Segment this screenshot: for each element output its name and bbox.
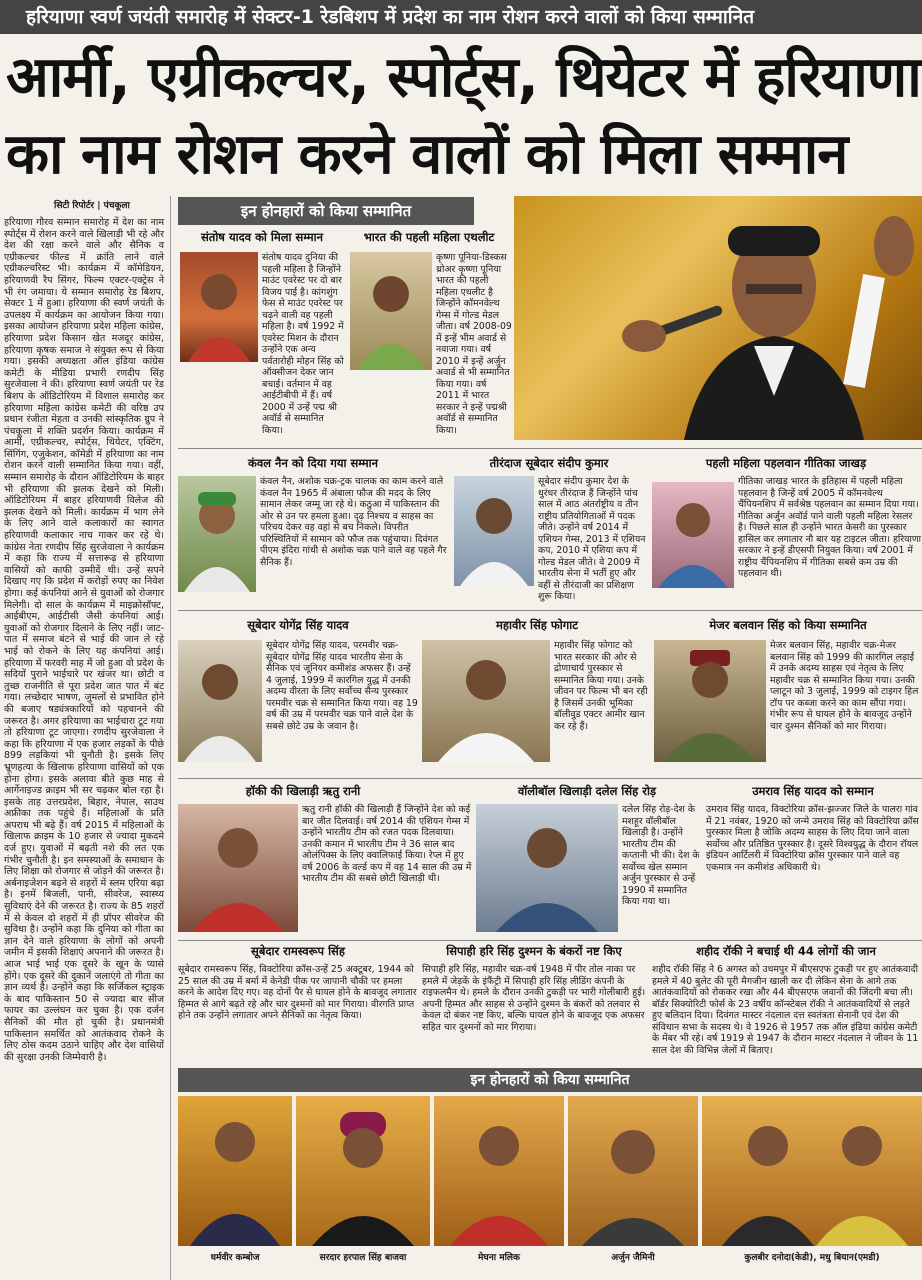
headline-line-1: आर्मी, एग्रीकल्चर, स्पोर्ट्स, थियेटर में हरियाणा [6, 45, 921, 110]
bottom-caption-3: मेघना मलिक [478, 1253, 520, 1263]
bottom-photo-4 [568, 1096, 698, 1246]
portrait-icon [476, 804, 618, 932]
byline: सिटी रिपोर्टर | पंचकूला [54, 201, 130, 211]
balwan-text: मेजर बलवान सिंह, महावीर चक्र-मेजर बलवान सिंह को 1999 की कारगिल लड़ाई में उनके अदम्य साहस एवं नेतृत्व के लिए महावीर चक्र से सम्मानित किया गया। उनकी प्लाटून को 3 जुलाई, 1999 को टाइगर हिल टॉप पर कब्जा करने का काम सौंपा गया। गंभीर रूप से घायल होने के बावजूद उन्होंने चार दुश्मन सैनिकों को मार गिराया। [770, 640, 919, 732]
speaker-illustration [514, 196, 922, 440]
bottom-caption-2: सरदार हरपाल सिंह बाजवा [319, 1253, 407, 1263]
bottom-photo-5 [702, 1096, 922, 1246]
bottom-photo-3 [434, 1096, 564, 1246]
speaker-photo [514, 196, 922, 440]
portrait-icon [702, 1096, 922, 1246]
row-divider [178, 778, 922, 779]
portrait-icon [454, 476, 534, 586]
geetika-text: गीतिका जाखड़ भारत के इतिहास में पहली महिला पहलवान है जिन्हें वर्ष 2005 में कॉमनवेल्थ चैंपियनशिप में सर्वश्रेष्ठ पहलवान का सम्मान दिया गया। गीतिका अर्जुन अवॉर्ड पाने वाली पहली महिला रेसलर है। पिछले साल ही उन्होंने भारत केसरी का पुरस्कार हासिल कर लगातार नौ बार यह टाइटल जीता। हरियाणा सरकार ने इन्हें डीएसपी नियुक्त किया। वर्ष 2001 में राष्ट्रीय चैंपियनशिप में गीतिका सबसे कम उम्र की पहलवान थी। [738, 476, 922, 579]
portrait-icon [652, 482, 734, 588]
balwan-photo [654, 640, 766, 762]
kanwal-photo [178, 476, 256, 592]
kanwal-heading: कंवल नैन को दिया गया सम्मान [248, 456, 378, 470]
krishna-photo [350, 252, 432, 370]
santosh-text-narrow: संतोष यादव दुनिया की पहली महिला है जिन्होंने माउंट एवरेस्ट पर दो बार विजय पाई है। कांगशुंग फेस से माउंट एवरेस्ट पर चढ़ने वाली वह पहली महिला है। वर्ष 1992 में एवरेस्ट मिशन के दौरान उन्होंने एक अन्य पर्वतारोही मोहन सिंह को ऑक्सीजन देकर जान बचाई। वर्तमान में वह आईटीबीपी में हैं। वर्ष 2000 में उन्हें पद्म श्री अवॉर्ड से सम्मानित किया। [262, 252, 344, 436]
portrait-icon [178, 476, 256, 592]
portrait-icon [178, 640, 262, 762]
portrait-icon [350, 252, 432, 370]
ritu-heading: हॉकी की खिलाड़ी ऋतु रानी [245, 784, 361, 798]
bottom-caption-4: अर्जुन जैमिनी [611, 1253, 655, 1263]
ritu-photo [178, 804, 298, 932]
yogendra-text: सूबेदार योगेंद्र सिंह यादव, परमवीर चक्र-सूबेदार योगेंद्र सिंह यादव भारतीय सेना के सैनिक एवं जूनियर कमीशंड अफसर हैं। उन्हें 4 जुलाई, 1999 में कारगिल युद्ध में उनकी अदम्य वीरता के लिए सर्वोच्च सैन्य पुरस्कार परमवीर चक्र से सम्मानित किया गया। वह 19 वर्ष की उम्र में परमवीर चक्र पाने वाले देश के सबसे छोटे उम्र के जवान है। [266, 640, 418, 732]
krishna-heading: भारत की पहली महिला एथलीट [363, 230, 495, 244]
yogendra-photo [178, 640, 262, 762]
geetika-photo [652, 482, 734, 588]
umrao-heading: उमराव सिंह यादव को सम्मान [752, 784, 874, 798]
krishna-text: कृष्णा पूनिया-डिस्कस थ्रोअर कृष्णा पूनिया भारत की पहली महिला एथलीट है जिन्होंने कॉमनवेल्थ गेम्स में गोल्ड मेडल जीता। वर्ष 2008-09 में इन्हें भीम अवार्ड से नवाजा गया। वर्ष 2010 में इन्हें अर्जुन अवार्ड से भी सम्मानित किया गया। वर्ष 2011 में भारत सरकार ने इन्हें पद्मश्री अवॉर्ड से सम्मानित किया। [436, 252, 512, 436]
ronky-text: शहीद रॉकी सिंह ने 6 अगस्त को उधमपुर में बीएसएफ टुकड़ी पर हुए आतंकवादी हमले में 40 बुलेट की पूरी मैगजीन खाली कर दी लेकिन सेना के आगे तक आतंकवादियों को रोककर रखा और 44 बीएसएफ जवानों की जिंदगी बचा ली। बॉर्डर सिक्योरिटी फोर्स के 23 वर्षीय कॉन्स्टेबल रॉकी ने आतंकवादियों से लड़ते हुए बलिदान दिया। दिवंगत मास्टर नंदलाल दत्त स्वतंत्रता सेनानी एवं देश की संविधान सभा के सदस्य थे। वे 1926 से 1957 तक ऑल इंडिया कांग्रेस कमेटी के मेंबर भी रहे। वर्ष 1919 से 1947 के दौरान मास्टर नंदलाल ने जीवन के 11 साल देश की विभिन्न जेलों में बिताए। [652, 964, 919, 1056]
row-divider [178, 448, 922, 449]
ramswaroop-heading: सूबेदार रामस्वरूप सिंह [251, 944, 345, 958]
bottom-photo-2 [296, 1096, 430, 1246]
headline-line-2: का नाम रोशन करने वालों को मिला सम्मान [6, 122, 848, 187]
lead-story-text: हरियाणा गौरव सम्मान समारोह में देश का नाम स्पोर्ट्स में रोशन करने वाले खिलाड़ी भी रहे और देश की रक्षा करने वाले और सैनिक व एग्रीकल्चर फील्ड में क्रांति लाने वाले एग्रीकल्चरिस्ट भी। कार्यक्रम में कॉमेडियन, हरियाणवी रैप सिंगर, फिल्म एक्टर-एक्ट्रेस ने भी रंग जमाया। ये सम्मान समारोह रेड बिशप, सेक्टर 1 में हुआ। हरियाणा की स्वर्ण जयंती के उपलक्ष्य में कार्यक्रम का आयोजन किया गया। इसका आयोजन हरियाणा प्रदेश महिला कांग्रेस, हरियाणा प्रदेश किसान खेत मजदूर कांग्रेस, हरियाणा कृषक समाज ने संयुक्त रूप से किया गया। इसकी अध्यक्षता ऑल इंडिया कांग्रेस कमेटी के मीडिया प्रभारी रणदीप सिंह सुरजेवाला ने की। हरियाणा स्वर्ण जयंती पर रेड बिशप के ऑडिटोरियम में विशाल समारोह कर हरियाणा महिला कांग्रेस कमेटी की वरिष्ठ उप प्रधान रंजीता मेहता व उनकी सांस्कृतिक ग्रुप ने पंचकूला में शक्ति प्रदर्शन किया। कार्यक्रम में आर्मी, एग्रीकल्चर, स्पोर्ट्स, थियेटर, एक्टिंग, सिंगिंग, एजुकेशन, कॉमेडी में हरियाणा का नाम रोशन करने वाली सम्मानित किया गया। वहीं, सम्मान समारोह के दौरान ऑडिटोरियम के बाहर भी हरियाणा की झलक देखने को मिली। ऑडिटोरियम में बाहर हरियाणवी विलेज की झलक देखने को मिली। कार्यक्रम में भाग लेने के लिए आने वाले कलाकारों का स्वागत हरियाणवी कलाकार नाच गाकर कर रहे थे। कांग्रेस नेता रणदीप सिंह सुरजेवाला ने कार्यक्रम में कहा कि राज्य में सत्तारूढ़ से हरियाणा वासियों को काफी उम्मीदें थी। उन्हें सपने दिखाए गए कि प्रदेश में करोड़ों रुपए का निवेश होगा। कई कंपनियां आने से युवाओं को रोजगार मिलेगी। दो साल के कार्यक्रम में माइक्रोसॉफ्ट, आईबीएम, आईटीसी जैसी कंपनियां आई। युवाओं को रोजगार दिलाने के लिए नहीं। जाट-पात में समाज बंटने से भाई की जान ले रहे भाई को रोकने के लिए यह कंपनियां आई। हरियाणा में फरवरी माह में जो हुआ वो प्रदेश के सदियों पुराने भाईचारे पर खंजर था। छोटी व तुच्छ राजनीति से पूरा प्रदेश जात पात में बंट गया। लच्छेदार भाषण, जुमलों से प्रभावित होने की बजाए षड्यंत्रकारियों को पहचानने की जरूरत है। अगर हरियाणा का भाईचारा टूट गया तो हरियाणा टूट जाएगा। रणदीप सुरजेवाला ने कहा कि हरियाणा में एक हजार लड़कों के पीछे 899 लड़कियां भी चुनौती है। इसके लिए भ्रूणहत्या के खिलाफ हरियाणा वासियों को एक होना होगा। इसके अलावा बीते कुछ माह से आर्गेनाइज्ड क्राइम भी सर चढ़कर बोल रहा है। इसके ताह उत्तरप्रदेश, बिहार, नेपाल, साउथ अफ्रीका तक पहुंचे हैं। महिलाओं के प्रति अपराध भी बढ़े हैं। वर्ष 2015 में महिलाओं के खिलाफ क्राइम के 10 हजार से ज्यादा मुकदमे दर्ज हुए। युवाओं में बढ़ती नशे की लत एक गंभीर चुनौती है। इन समस्याओं के समाधान के लिए शिक्षा को रोजगार से जोड़ने की जरूरत है। अर्बनाइजेशन बढ़ने से शहरों में स्लम एरिया बढ़ा है। इनमें बिजली, पानी, सीवरेज, स्वास्थ्य सुविधाएं देने की जरूरत है। राज्य के 85 शहरों में से केवल दो शहरों में ही प्रॉपर सीवरेज की सुविधा है। उन्होंने कहा कि दुनिया को गीता का ज्ञान देने वाले हरियाणा के लोगों को अपनी जमीन में इसकी शिक्षाएं अपनाने की जरूरत है। आज भाई भाई एक दूसरे के खून के प्यासे होंगे। एक दूसरे की दुकानें जलाएंगे तो गीता का ज्ञान व्यर्थ है। उन्होंने कहा कि सर्जिकल स्ट्राइक के बाद पाकिस्तान 50 से ज्यादा बार सीज फायर का उल्लंघन कर चुका है। एक दर्जन सैनिकों की मौत हो चुकी है। प्रधानमंत्री पाकिस्तान समर्थित को आतंकवाद रोकने के लिए ठोस कदम उठाने चाहिए और देश वासियों की सुरक्षा उनकी जिम्मेवारी है। [4, 217, 164, 1063]
portrait-icon [178, 804, 298, 932]
sandeep-photo [454, 476, 534, 586]
sandeep-heading: तीरंदाज सूबेदार संदीप कुमार [489, 456, 609, 470]
santosh-photo [180, 252, 258, 362]
lead-story-column [0, 196, 168, 1280]
ramswaroop-text: सूबेदार रामस्वरूप सिंह, विक्टोरिया क्रॉस-उन्हें 25 अक्टूबर, 1944 को 25 साल की उम्र में बर्मा में केनेडी पीक पर जापानी चौकी पर हमला करने के आदेश दिए गए। वह दोनों पैर से घायल होने के बावजूद लगातार हिम्मत से आगे बढ़ते रहे और चार दुश्मनों को मार गिराया। वीरगति प्राप्त होने तक उन्होंने लगातार अपने सैनिकों का नेतृत्व किया। [178, 964, 417, 1021]
balwan-heading: मेजर बलवान सिंह को किया सम्मानित [709, 618, 867, 632]
bottom-caption-1: धर्मवीर कम्बोज [210, 1253, 260, 1263]
column-divider [170, 196, 171, 1280]
portrait-icon [296, 1096, 430, 1246]
ronky-heading: शहीद रॉकी ने बचाई थी 44 लोगों की जान [696, 944, 876, 958]
dalel-photo [476, 804, 618, 932]
kicker-strip: हरियाणा स्वर्ण जयंती समारोह में सेक्टर-1 रेडबिशप में प्रदेश का नाम रोशन करने वालों को किया सम्मानित [0, 0, 922, 34]
kanwal-text: कंवल नैन, अशोक चक्र-ट्रक चालक का काम करने वाले कंवल नैन 1965 में अंबाला फौज की मदद के लिए सामान लेकर जम्मू जा रहे थे। कठुआ में पाकिस्तान की ओर से उन पर हमला हुआ। दृढ़ निश्चय व साहस का परिचय देकर वह वहां से बच निकले। विपरीत परिस्थितियों में सामान को फौज तक पहुंचाया। दिवंगत पीएम इंदिरा गांधी से अशोक चक्र पाने वाले वह पहले गैर सैनिक हैं। [260, 476, 447, 568]
banner-top: इन होनहारों को किया सम्मानित [178, 197, 474, 225]
mahavir-heading: महावीर सिंह फोगाट [496, 618, 578, 632]
umrao-text: उमराव सिंह यादव, विक्टोरिया क्रॉस-झज्जर जिले के पालरा गांव में 21 नवंबर, 1920 को जन्मे उमराव सिंह को विक्टोरिया क्रॉस पुरस्कार मिला है जोकि अदम्य साहस के लिए दिया जाने वाला सर्वोच्च और प्रतिष्ठित पुरस्कार है। दूसरे विश्वयुद्ध के दौरान रॉयल इंडियन आर्टिलरी में विक्टोरिया क्रॉस पुरस्कार पाने वाले वह एकमात्र नन कमीशंड अधिकारी थे। [706, 804, 919, 873]
bottom-caption-5: कुलबीर दनोदा(केडी), मधु बियान(एमडी) [744, 1253, 880, 1263]
portrait-icon [178, 1096, 292, 1246]
sandeep-text: सूबेदार संदीप कुमार देश के धुरंधर तीरंदाज हैं जिन्होंने पांच साल में आठ अंतर्राष्ट्रीय व तीन राष्ट्रीय प्रतियोगिताओं में पदक जीते। उन्होंने वर्ष 2014 में एशियन गेम्स, 2013 में एशियन कप, 2010 में एशिया कप में गोल्ड मेडल जीते। वे 2009 में भारतीय सेना में भर्ती हुए और वहीं से तीरंदाजी का प्रशिक्षण शुरू किया। [538, 476, 646, 602]
dalel-text: दलेल सिंह रोड़-देश के मशहूर वॉलीबॉल खिलाड़ी है। उन्होंने भारतीय टीम की कप्तानी भी की। देश के सर्वोच्च खेल सम्मान अर्जुन पुरस्कार से उन्हें 1990 में सम्मानित किया गया था। [622, 804, 700, 907]
hari-text: सिपाही हरि सिंह, महावीर चक्र-वर्ष 1948 में पीर तोल नाका पर हमले में जेड़कें के इंफैंट्री में सिपाही हरि सिंह लीडिंग कंपनी के राइफलमैन थे। हमले के दौरान उनकी टुकड़ी पर भारी गोलीबारी हुई। अपनी हिम्मत और साहस से उन्होंने दुश्मन के बंकरों को तलवार से केवल दो बंकर नष्ट किए, बल्कि घायल होने के बावजूद एक अफसर सहित चार दुश्मनों को मार गिराया। [422, 964, 646, 1033]
portrait-icon [434, 1096, 564, 1246]
yogendra-heading: सूबेदार योगेंद्र सिंह यादव [247, 618, 349, 632]
portrait-icon [568, 1096, 698, 1246]
mahavir-photo [422, 640, 550, 762]
ritu-text: ऋतु रानी हॉकी की खिलाड़ी हैं जिन्होंने देश को कई बार जीत दिलवाई। वर्ष 2014 की एशियन गेम्स में उन्होंने भारतीय टीम को रजत पदक दिलवाया। उनकी कमान में भारतीय टीम ने 36 साल बाद ओलंपिक्स के लिए क्वालिफाई किया। रेप्ल में हुए वर्ष 2006 के वर्ल्ड कप में वह 14 साल की उम्र में भारतीय टीम की सबसे छोटी खिलाड़ी थी। [302, 804, 472, 884]
row-divider [178, 610, 922, 611]
santosh-heading: संतोष यादव को मिला सम्मान [200, 230, 323, 244]
portrait-icon [654, 640, 766, 762]
portrait-icon [180, 252, 258, 362]
hari-heading: सिपाही हरि सिंह दुश्मन के बंकरों नष्ट किए [446, 944, 622, 958]
banner-bottom: इन होनहारों को किया सम्मानित [178, 1068, 922, 1092]
row-divider [178, 940, 922, 941]
bottom-photo-1 [178, 1096, 292, 1246]
geetika-heading: पहली महिला पहलवान गीतिका जाखड़ [705, 456, 867, 470]
dalel-heading: वॉलीबॉल खिलाड़ी दलेल सिंह रोड़ [517, 784, 657, 798]
mahavir-text: महावीर सिंह फोगाट को भारत सरकार की ओर से द्रोणाचार्य पुरस्कार से सम्मानित किया गया। उनके जीवन पर फिल्म भी बन रही है जिसमें उनकी भूमिका बॉलीवुड एक्टर आमीर खान कर रहे हैं। [554, 640, 648, 732]
portrait-icon [422, 640, 550, 762]
